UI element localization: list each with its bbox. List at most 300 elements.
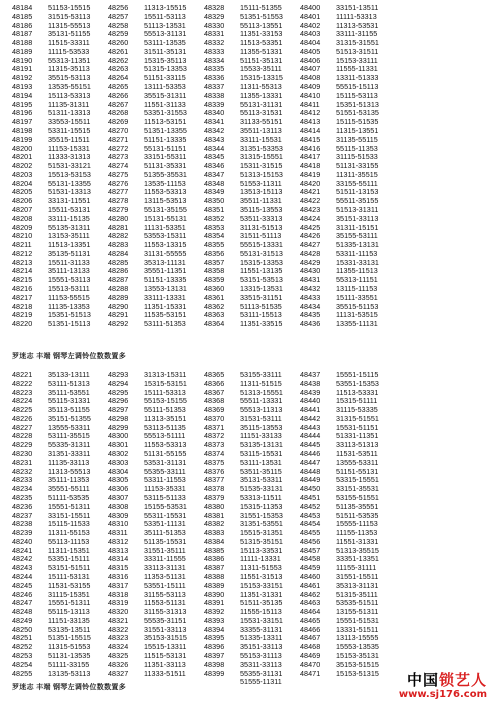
key-code: 11535-53151 [144,310,187,320]
key-id: 48218 [12,301,33,311]
key-code: 15555-11153 [336,519,378,529]
key-id: 48369 [204,405,225,415]
key-id: 48372 [204,431,225,441]
key-id: 48221 [12,370,33,379]
key-id: 48188 [12,38,33,48]
key-id: 48240 [12,536,33,546]
key-id: 48241 [12,545,33,555]
key-code: 55355-33111 [144,466,186,476]
site-watermark [375,671,487,701]
key-code: 11355-51331 [240,46,283,56]
key-code: 11135-31311 [48,99,90,109]
key-id: 48238 [12,519,33,529]
id-column [204,371,240,687]
key-id: 48413 [300,117,321,127]
key-id: 48278 [108,196,129,206]
key-id: 48231 [12,457,33,467]
key-code: 11513-53351 [240,38,283,48]
key-id: 48204 [12,178,33,188]
key-id: 48363 [204,310,225,320]
key-id: 48292 [108,319,129,329]
table-caption-2: 罗迷志 丰端 钢琴左调铃位数数置多 [12,684,126,691]
key-code: 15155-53531 [144,501,187,511]
key-code: 13111-53353 [144,82,186,92]
key-code: 53111-51353 [144,319,186,329]
key-id: 48256 [108,3,129,12]
key-code: 11553-13315 [144,240,187,250]
key-id: 48317 [108,580,129,590]
key-id: 48386 [204,554,225,564]
key-id: 48458 [300,554,321,564]
key-code: 11355-13331 [240,90,283,100]
key-code: 11311-51515 [240,378,282,388]
key-code: 33311-11555 [144,554,186,564]
key-code: 31551-15353 [240,510,283,520]
key-code: 11351-33113 [144,659,186,669]
key-id: 48222 [12,378,33,388]
key-code: 35131-51155 [48,29,91,39]
code-column [108,371,204,687]
key-id: 48328 [204,3,225,12]
key-code: 53511-35115 [240,466,282,476]
key-id: 48193 [12,82,33,92]
key-code: 51151-33115 [144,73,186,83]
key-id: 48232 [12,466,33,476]
key-id: 48362 [204,301,225,311]
key-code: 53311-11553 [144,475,186,485]
key-code: 15533-35111 [240,64,282,74]
code-value-column [144,4,204,329]
key-id: 48341 [204,117,225,127]
key-id: 48338 [204,90,225,100]
key-code: 53155-51551 [336,492,379,502]
key-code: 35151-51355 [48,413,91,423]
key-id: 48326 [108,659,129,669]
key-id: 48357 [204,257,225,267]
key-id: 48198 [12,125,33,135]
key-id: 48425 [300,222,321,232]
key-id: 48457 [300,545,321,555]
key-id: 48302 [108,449,129,459]
watermark-title [375,671,487,689]
key-code: 51151-13335 [144,134,187,144]
key-id: 48280 [108,213,129,223]
key-code: 55313-11151 [336,275,378,285]
key-id: 48261 [108,46,129,56]
code-columns [12,4,492,329]
id-column [204,4,240,329]
key-code: 15513-53111 [48,284,90,293]
table-caption-1: 罗迷志 丰端 钢琴左调铃位数数置多 [12,353,126,360]
key-id: 48380 [204,501,225,511]
key-code: 15115-11533 [48,519,90,529]
key-code: 55135-31311 [48,222,91,232]
key-code: 15153-33151 [240,580,283,590]
key-id: 48343 [204,134,225,144]
key-code: 53313-11511 [240,492,282,502]
key-code: 53111-13535 [144,38,186,48]
key-code: 11111-13331 [240,554,281,564]
key-id: 48404 [300,38,321,48]
key-id: 48185 [12,11,33,21]
key-id: 48321 [108,615,129,625]
key-id: 48189 [12,46,33,56]
key-code: 35551-11351 [144,266,187,276]
code-value-column [48,4,108,329]
key-code: 51135-15531 [144,536,187,546]
key-code: 15315-13315 [240,73,283,83]
code-value-column [240,4,300,329]
key-code: 31511-51113 [240,231,282,241]
key-code: 55313-11351 [48,55,91,65]
key-code: 51331-11351 [336,431,379,441]
watermark-text-red: 锁艺人 [438,671,487,689]
key-code: 13355-11131 [336,319,378,329]
key-code: 51113-51535 [240,301,282,311]
key-id: 48356 [204,248,225,258]
key-id: 48340 [204,108,225,118]
key-id: 48282 [108,231,129,241]
key-id: 48384 [204,536,225,546]
key-code: 35135-51131 [48,248,91,258]
key-code: 11553-51131 [144,598,186,608]
key-code: 11311-55313 [240,82,282,92]
key-id: 48197 [12,117,33,127]
key-id: 48192 [12,73,33,83]
key-code: 31511-35131 [144,46,187,56]
key-code: 15551-51311 [48,501,91,511]
key-id: 48243 [12,563,33,573]
key-code: 11315-35113 [48,64,90,74]
key-id: 48391 [204,598,225,608]
key-code: 51131-13535 [48,651,91,660]
key-code: 33355-31131 [240,624,283,634]
key-id: 48322 [108,624,129,634]
key-id: 48350 [204,196,225,206]
key-id: 48244 [12,571,33,581]
key-id: 48381 [204,510,225,520]
key-id: 48263 [108,64,129,74]
key-code: 35511-13113 [240,125,282,135]
key-id: 48445 [300,440,321,450]
key-code: 15351-51313 [336,99,379,109]
key-code: 33111-13331 [144,292,186,302]
key-code: 11551-31331 [336,536,379,546]
key-id: 48361 [204,292,225,302]
key-id: 48451 [300,492,321,502]
key-code: 15315-35113 [144,55,187,65]
key-code: 31515-53113 [48,11,91,21]
key-id: 48352 [204,213,225,223]
key-id: 48471 [300,668,321,678]
key-id: 48440 [300,396,321,406]
key-code: 13311-51333 [336,73,379,83]
key-id: 48312 [108,536,129,546]
key-code: 53311-11153 [336,248,378,258]
code-value-column [48,371,108,687]
key-code: 15315-11353 [240,501,283,511]
key-code: 11155-11353 [336,528,378,538]
key-id: 48427 [300,240,321,250]
key-code: 35311-33113 [240,659,282,669]
key-id: 48460 [300,571,321,581]
key-id: 48213 [12,257,33,267]
key-code: 35153-31515 [144,633,187,643]
key-id: 48438 [300,378,321,388]
key-id: 48468 [300,642,321,652]
key-id: 48315 [108,563,129,573]
key-code: 51351-13355 [144,125,187,135]
key-code: 53551-15111 [144,580,186,590]
key-code: 55513-31131 [144,29,187,39]
key-code: 31351-53353 [240,143,283,153]
key-code: 51153-15515 [48,3,91,12]
key-id: 48389 [204,580,225,590]
key-id: 48246 [12,589,33,599]
key-id: 48450 [300,484,321,494]
key-id: 48214 [12,266,33,276]
key-code: 51555-11311 [240,677,282,687]
key-code: 55153-15155 [144,396,187,406]
key-code: 51151-55131 [336,466,379,476]
key-id: 48194 [12,90,33,100]
key-code: 13535-11153 [144,178,186,188]
key-code: 35113-51155 [48,405,90,415]
key-id: 48442 [300,413,321,423]
key-id: 48437 [300,370,321,379]
code-column [300,4,396,329]
key-id: 48336 [204,73,225,83]
key-code: 13513-15113 [240,187,283,197]
key-id: 48289 [108,292,129,302]
code-columns [12,371,492,687]
key-code: 11155-31111 [336,563,377,573]
key-code: 55111-51353 [144,405,186,415]
key-id: 48464 [300,607,321,617]
key-id: 48274 [108,161,129,171]
key-code: 11515-33311 [48,38,90,48]
key-code: 35111-53551 [48,387,90,397]
key-id: 48461 [300,580,321,590]
key-code: 53311-15515 [48,125,91,135]
key-id: 48195 [12,99,33,109]
key-id: 48254 [12,659,33,669]
key-id: 48424 [300,213,321,223]
key-id: 48199 [12,134,33,144]
key-id: 48287 [108,275,129,285]
key-code: 15131-55131 [144,213,187,223]
key-code: 35131-53311 [240,475,283,485]
key-code: 11515-53131 [144,651,187,660]
key-code: 33155-55111 [336,178,378,188]
code-column [12,4,108,329]
key-code: 11153-15331 [48,143,90,153]
key-code: 55115-31331 [48,396,91,406]
key-code: 31133-55151 [240,117,283,127]
key-code: 31551-15511 [336,571,379,581]
key-id: 48249 [12,615,33,625]
key-code: 55513-11313 [240,405,283,415]
key-code: 11153-35331 [144,484,186,494]
key-code: 11351-15331 [144,301,187,311]
key-code: 51111-53535 [48,492,90,502]
key-code: 15513-53153 [48,169,91,179]
key-id: 48390 [204,589,225,599]
key-id: 48403 [300,29,321,39]
key-id: 48258 [108,20,129,30]
key-id: 48469 [300,651,321,660]
key-code: 15511-31133 [48,257,90,267]
key-code: 13555-53311 [48,422,91,432]
key-code: 15111-33551 [336,292,378,302]
code-column [108,4,204,329]
key-id: 48318 [108,589,129,599]
key-code: 33151-15511 [48,510,91,520]
key-id: 48319 [108,598,129,608]
key-id: 48223 [12,387,33,397]
key-code: 55131-31513 [240,248,283,258]
key-id: 48269 [108,117,129,127]
key-code: 55515-15113 [336,82,379,92]
key-id: 48275 [108,169,129,179]
key-code: 35313-11131 [144,257,186,267]
key-id: 48387 [204,563,225,573]
key-code: 31315-51551 [336,413,379,423]
key-code: 15315-13353 [240,257,283,267]
key-code: 13535-55151 [48,82,91,92]
key-code: 55131-31131 [240,99,283,109]
key-code: 11333-51511 [144,668,186,678]
key-id: 48300 [108,431,129,441]
key-id: 48435 [300,310,321,320]
key-id: 48298 [108,413,129,423]
key-id: 48408 [300,73,321,83]
key-code: 15111-51355 [240,3,282,12]
key-id: 48268 [108,108,129,118]
key-id: 48453 [300,510,321,520]
key-code: 55115-13113 [48,607,90,617]
key-code: 11115-53533 [48,46,90,56]
key-id: 48206 [12,196,33,206]
key-id: 48347 [204,169,225,179]
key-id: 48335 [204,64,225,74]
key-code: 11131-53515 [336,310,378,320]
key-code: 53113-51135 [144,422,186,432]
key-code: 51113-13531 [144,20,186,30]
key-id: 48376 [204,466,225,476]
key-id: 48217 [12,292,33,302]
key-id: 48401 [300,11,321,21]
key-code: 51351-15515 [48,633,91,643]
key-code: 53531-31131 [144,457,187,467]
key-code: 11333-31313 [48,152,91,162]
key-code: 51531-13313 [48,187,91,197]
key-code: 13315-13531 [240,284,283,293]
key-id: 48420 [300,178,321,188]
key-id: 48316 [108,571,129,581]
key-code: 13135-53113 [48,668,91,678]
key-code: 15551-51531 [336,615,379,625]
code-column [300,371,396,687]
key-code: 13153-35111 [48,231,90,241]
key-code: 53111-13531 [240,457,282,467]
key-code: 51151-35131 [240,55,283,65]
key-code: 51355-35531 [144,169,187,179]
key-code: 51111-33155 [48,659,90,669]
key-id: 48209 [12,222,33,232]
key-id: 48342 [204,125,225,135]
key-id: 48374 [204,449,225,459]
key-code: 31155-31313 [144,607,187,617]
key-id: 48253 [12,651,33,660]
key-id: 48277 [108,187,129,197]
key-id: 48330 [204,20,225,30]
key-id: 48393 [204,615,225,625]
key-id: 48379 [204,492,225,502]
key-id: 48320 [108,607,129,617]
key-id: 48344 [204,143,225,153]
key-id: 48210 [12,231,33,241]
key-code: 15511-53113 [144,11,186,21]
key-code: 55515-13331 [240,240,283,250]
key-id: 48459 [300,563,321,573]
key-id: 48327 [108,668,129,678]
key-id: 48351 [204,204,225,214]
code-table-2 [12,371,492,687]
key-code: 11531-53511 [336,449,378,459]
key-id: 48304 [108,466,129,476]
key-id: 48325 [108,651,129,660]
key-id: 48411 [300,99,320,109]
key-code: 15311-31515 [240,161,283,171]
key-code: 53135-13511 [48,624,91,634]
key-code: 55113-31531 [240,108,283,118]
key-code: 11531-53155 [48,580,91,590]
key-id: 48383 [204,528,225,538]
key-id: 48216 [12,284,33,293]
key-id: 48297 [108,405,129,415]
key-code: 53351-11131 [144,519,186,529]
key-code: 13115-11153 [336,284,378,293]
key-id: 48255 [12,668,33,678]
key-id: 48276 [108,178,129,188]
key-code: 35515-51153 [336,301,379,311]
key-code: 55335-31311 [48,440,91,450]
key-code: 35153-51515 [336,659,379,669]
key-code: 51151-13335 [144,275,187,285]
key-code: 35133-13111 [48,370,90,379]
id-column [300,4,336,329]
key-id: 48441 [300,405,321,415]
key-code: 31315-31551 [336,38,379,48]
key-code: 11351-31331 [240,589,283,599]
key-id: 48299 [108,422,129,432]
key-code: 11151-33135 [48,615,90,625]
key-id: 48291 [108,310,129,320]
key-code: 31351-33311 [48,449,91,459]
key-id: 48405 [300,46,321,56]
key-id: 48414 [300,125,321,135]
key-id: 48279 [108,204,129,214]
key-id: 48378 [204,484,225,494]
key-code: 35155-53111 [336,231,378,241]
key-code: 51513-31511 [336,46,379,56]
key-id: 48394 [204,624,225,634]
id-column [108,371,144,687]
key-id: 48446 [300,449,321,459]
key-id: 48251 [12,633,33,643]
key-id: 48313 [108,545,129,555]
